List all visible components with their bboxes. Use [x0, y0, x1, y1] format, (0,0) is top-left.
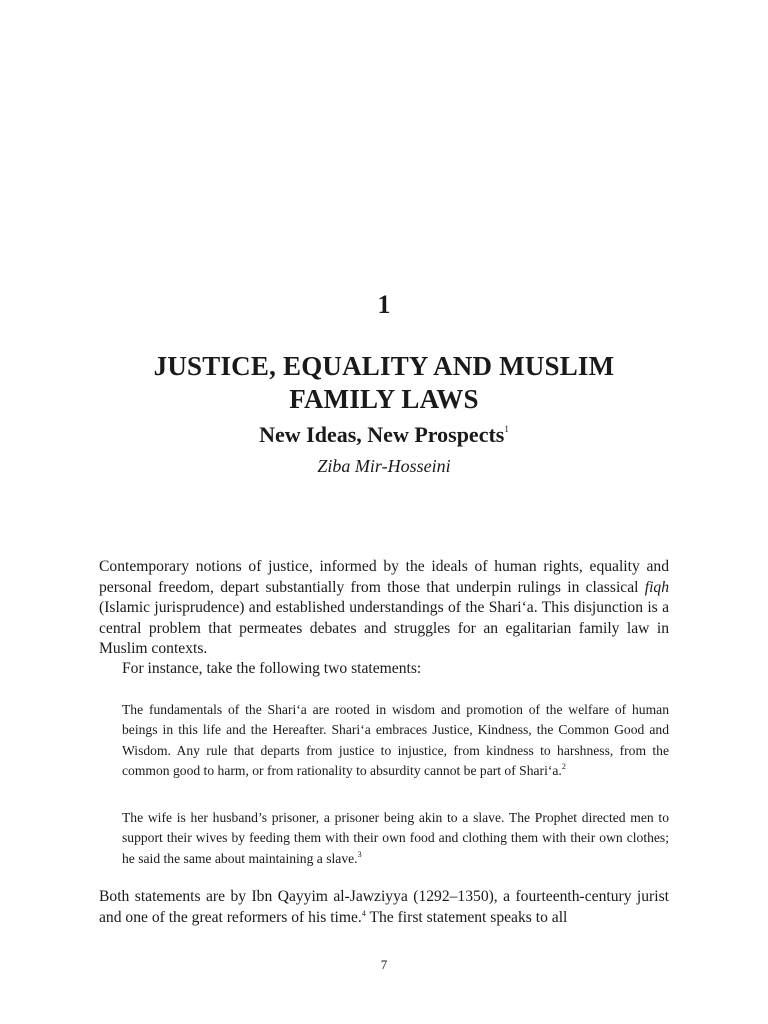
chapter-title-line-1: JUSTICE, EQUALITY AND MUSLIM	[153, 351, 615, 381]
statements-intro: For instance, take the following two statements:	[122, 660, 422, 677]
chapter-author: Ziba Mir-Hosseini	[317, 456, 451, 476]
footnote-ref-3[interactable]: 3	[357, 849, 362, 859]
analysis-paragraph	[99, 887, 669, 928]
fiqh-term: fiqh	[644, 578, 669, 596]
footnote-ref-4[interactable]: 4	[361, 908, 366, 918]
chapter-subtitle	[0, 422, 768, 448]
analysis-text-a: Both statements are by Ibn Qayyim al-Jawziyya (1292–1350), a fourteenth-century jurist and one of the great reformers of his time.	[99, 888, 669, 926]
chapter-number: 1	[377, 290, 391, 319]
chapter-subtitle-text: New Ideas, New Prospects	[259, 422, 505, 447]
quote-1-text: The fundamentals of the Shari‘a are rooted in wisdom and promotion of the welfare of human beings in this life and the Hereafter. Shari‘a embraces Justice, Kindness, the Common Good and Wisdom. Any rule that departs from justice to injustice, from kindness to harshness, from the common good to harm, or from rationality to absurdity cannot be part of Shari‘a.	[122, 702, 669, 779]
footnote-ref-2[interactable]: 2	[561, 762, 566, 772]
quote-2	[122, 808, 669, 869]
intro-paragraph	[99, 557, 669, 660]
intro-text-b: (Islamic jurisprudence) and established understandings of the Shari‘a. This disjunction is a central problem that permeates debates and struggles for an egalitarian family law in Muslim contexts.	[99, 599, 669, 657]
chapter-title-line-2: FAMILY LAWS	[289, 384, 479, 414]
quote-2-text: The wife is her husband’s prisoner, a prisoner being akin to a slave. The Prophet directed men to support their wives by feeding them with their own food and clothing them with their own clothes; he said the same about maintaining a slave.	[122, 810, 669, 866]
quote-1	[122, 700, 669, 782]
footnote-ref-1[interactable]: 1	[504, 424, 509, 434]
analysis-text-b: The first statement speaks to all	[365, 908, 568, 926]
intro-text-a: Contemporary notions of justice, informed by the ideals of human rights, equality and personal freedom, depart substantially from those that underpin rulings in classical	[99, 558, 669, 596]
page-number: 7	[380, 957, 388, 972]
chapter-title	[0, 350, 768, 416]
